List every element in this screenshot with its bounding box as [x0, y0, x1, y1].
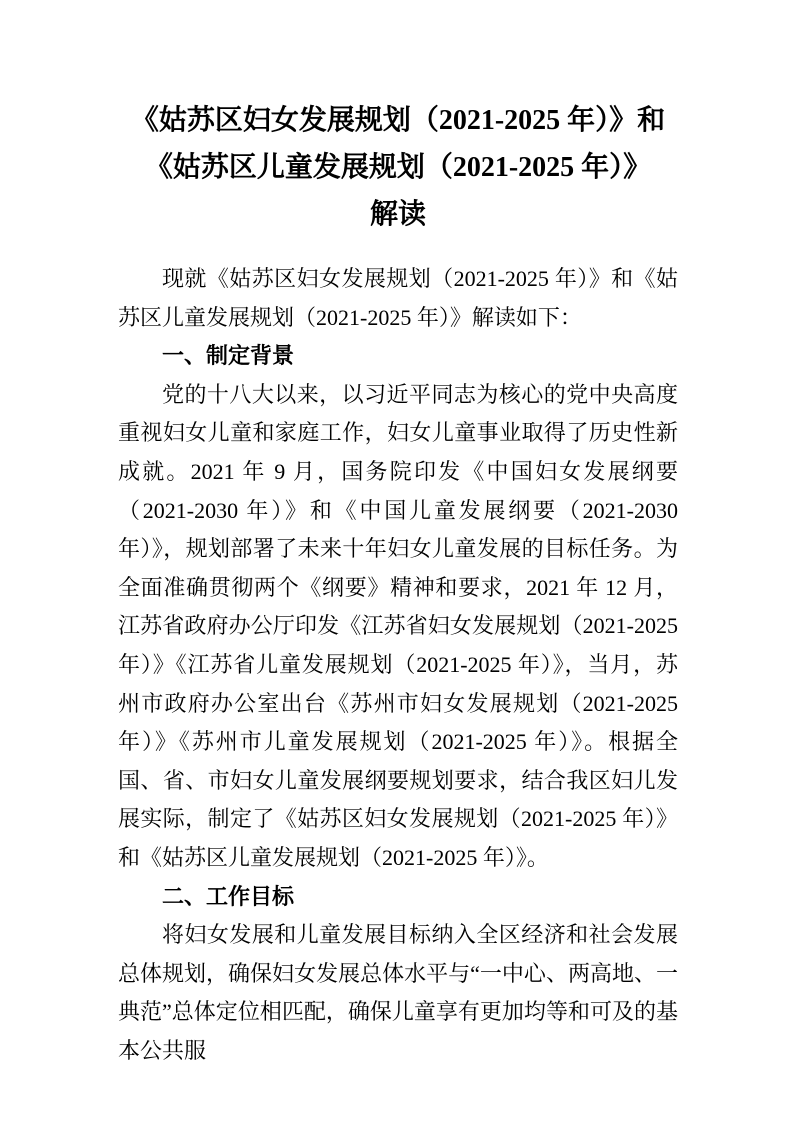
document-body: [118, 260, 678, 1070]
document-title: [118, 97, 678, 238]
document-title-line-2: 《姑苏区儿童发展规划（2021-2025 年）》: [144, 152, 652, 183]
section-2-heading: 二、工作目标: [162, 883, 295, 909]
document-title-line-1: 《姑苏区妇女发展规划（2021-2025 年）》和: [130, 105, 666, 136]
document-title-line-3: 解读: [369, 199, 426, 230]
section-2-paragraph: 将妇女发展和儿童发展目标纳入全区经济和社会发展总体规划，确保妇女发展总体水平与“一中心、两高地、一典范”总体定位相匹配，确保儿童享有更加均等和可及的基本公共服: [118, 922, 678, 1063]
section-1-paragraph: 党的十八大以来，以习近平同志为核心的党中央高度重视妇女儿童和家庭工作，妇女儿童事业取得了历史性新成就。2021 年 9 月，国务院印发《中国妇女发展纲要（2021-2030 年）》和《中国儿童发展纲要（2021-2030 年）》，规划部署了未来十年妇女儿童发展的目标任务。为全面准确贯彻两个《纲要》精神和要求，2021 年 12 月，江苏省政府办公厅印发《江苏省妇女发展规划（2021-2025 年）》《江苏省儿童发展规划（2021-2025 年）》，当月，苏州市政府办公室出台《苏州市妇女发展规划（2021-2025 年）》《苏州市儿童发展规划（2021-2025 年）》。根据全国、省、市妇女儿童发展纲要规划要求，结合我区妇儿发展实际，制定了《姑苏区妇女发展规划（2021-2025 年）》和《姑苏区儿童发展规划（2021-2025 年）》。: [118, 381, 678, 870]
intro-paragraph: 现就《姑苏区妇女发展规划（2021-2025 年）》和《姑苏区儿童发展规划（2021-2025 年）》解读如下：: [118, 266, 678, 330]
section-1-heading: 一、制定背景: [162, 343, 295, 369]
